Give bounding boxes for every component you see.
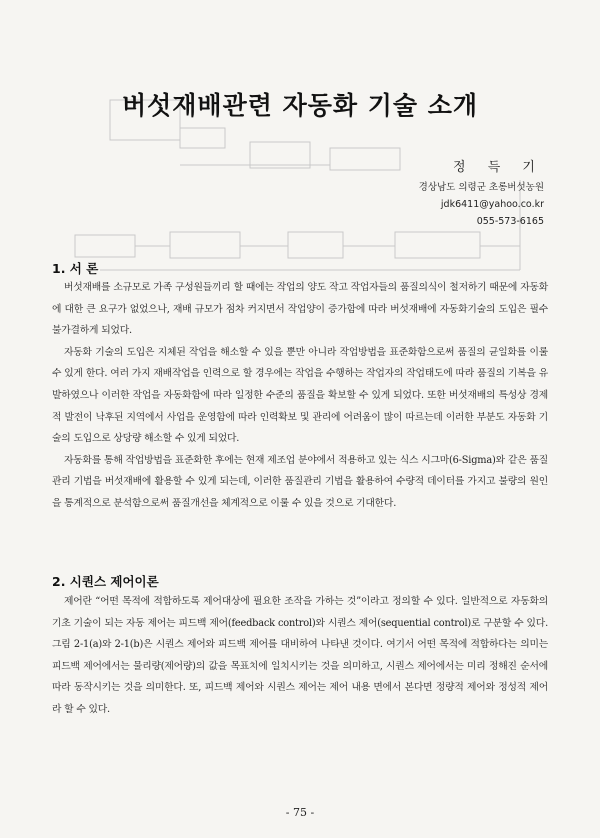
- author-phone: 055-573-6165: [476, 216, 544, 227]
- section-2-body: [52, 591, 548, 721]
- author-email: jdk6411@yahoo.co.kr: [440, 199, 544, 210]
- page-title: 버섯재배관련 자동화 기술 소개: [121, 91, 479, 120]
- paragraph: 제어란 “어떤 목적에 적합하도록 제어대상에 필요한 조작을 가하는 것”이라고 정의할 수 있다. 일반적으로 자동화의 기초 기술이 되는 자동 제어는 피드백 제어(feedback control)와 시퀀스 제어(sequential control)로 구분할 수 있다. 그림 2-1(a)와 2-1(b)은 시퀀스 제어와 피드백 제어를 대비하여 나타낸 것이다. 여기서 어떤 목적에 적합하다는 의미는 피드백 제어에서는 물리량(제어량)의 값을 목표치에 일치시키는 것을 의미하고, 시퀀스 제어에서는 미리 정해진 순서에 따라 동작시키는 것을 의미한다. 또, 피드백 제어와 시퀀스 제어는 제어 내용 면에서 본다면 정량적 제어와 정성적 제어라 할 수 있다.: [52, 596, 548, 715]
- section-1-heading: 1. 서 론: [52, 261, 99, 276]
- paragraph: 자동화 기술의 도입은 지체된 작업을 해소할 수 있을 뿐만 아니라 작업방법을 표준화함으로써 품질의 균일화를 이룰 수 있게 한다. 여러 가지 재배작업을 인력으로 할 경우에는 작업을 수행하는 작업자의 작업태도에 따라 품질의 기복을 유발하였으나 이러한 작업을 자동화함에 따라 일정한 수준의 품질을 확보할 수 있게 되었다. 또한 버섯재배의 특성상 경제적 발전이 낙후된 지역에서 사업을 운영함에 따라 인력확보 및 관리에 어려움이 많이 따르는데 이러한 부분도 자동화 기술의 도입으로 상당량 해소할 수 있게 되었다.: [52, 346, 548, 445]
- section-2-heading: 2. 시퀀스 제어이론: [52, 574, 159, 589]
- author-name: 정 득 기: [453, 160, 544, 175]
- page-number: - 75 -: [285, 806, 315, 819]
- section-1-body: [52, 277, 548, 515]
- author-affiliation: 경상남도 의령군 초롱버섯농원: [418, 182, 544, 193]
- paragraph: 버섯재배를 소규모로 가족 구성원들끼리 할 때에는 작업의 양도 작고 작업자들의 품질의식이 철저하기 때문에 자동화에 대한 큰 요구가 없었으나, 재배 규모가 점차 커지면서 작업양이 증가함에 따라 버섯재배에 자동화기술의 도입은 필수불가결하게 되었다.: [52, 282, 548, 337]
- paragraph: 자동화를 통해 작업방법을 표준화한 후에는 현재 제조업 분야에서 적용하고 있는 식스 시그마(6-Sigma)와 같은 품질관리 기법을 버섯재배에 활용할 수 있게 되는데, 이러한 품질관리 기법을 활용하여 수량적 데이터를 가지고 불량의 원인을 통계적으로 분석함으로써 품질개선을 체계적으로 이룰 수 있을 것으로 기대한다.: [52, 454, 548, 509]
- author-block: [284, 156, 544, 230]
